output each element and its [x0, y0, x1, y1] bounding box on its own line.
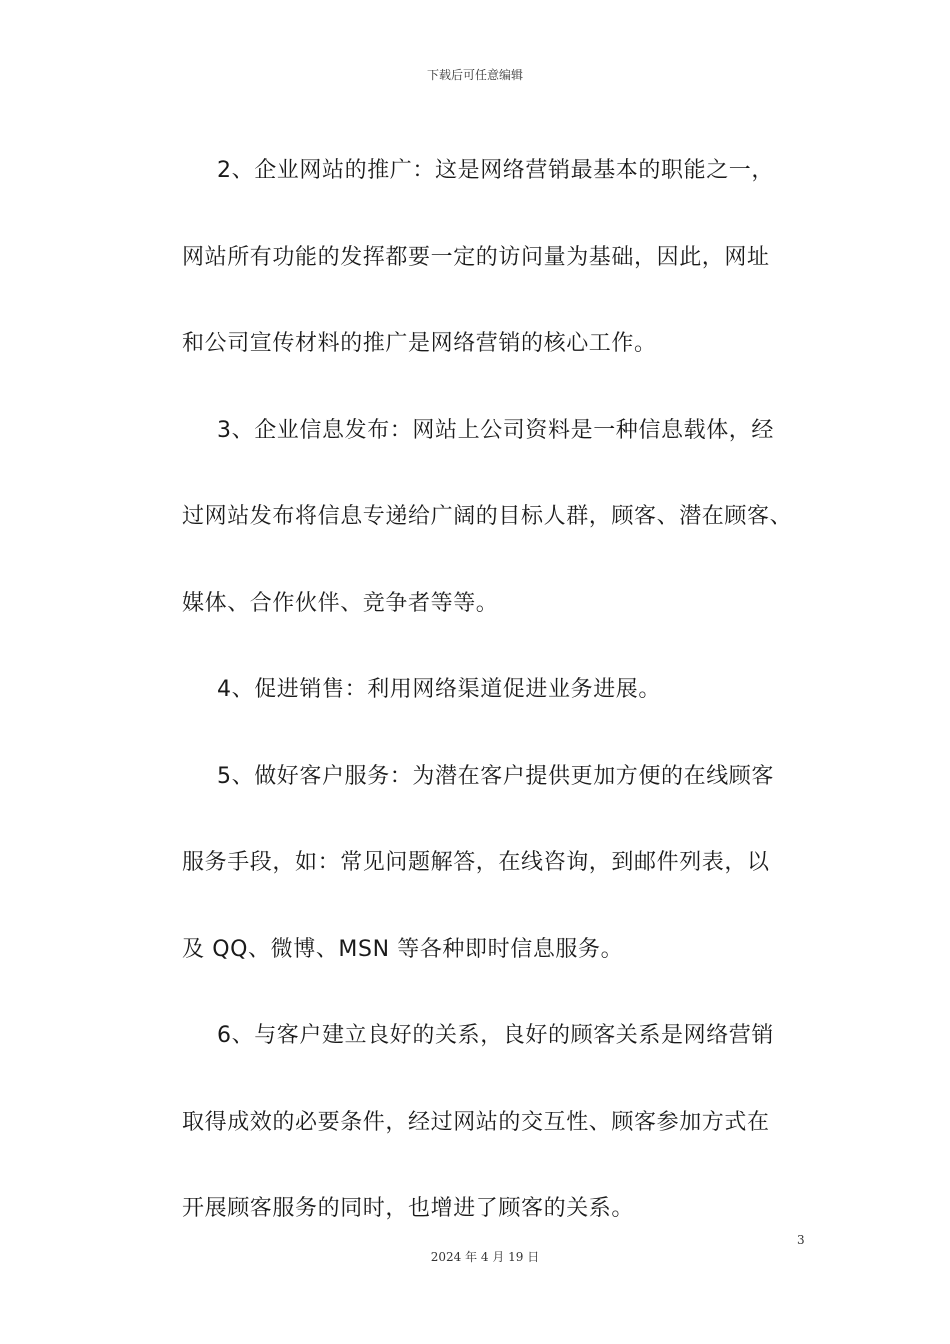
document-body: [182, 128, 802, 1253]
footer-date: 2024 年 4 月 19 日: [430, 1250, 540, 1264]
text-line: 3、企业信息发布：网站上公司资料是一种信息载体，经: [217, 417, 774, 443]
text-line: 服务手段，如：常见问题解答，在线咨询，到邮件列表，以: [182, 850, 770, 875]
text-line: 开展顾客服务的同时，也增进了顾客的关系。: [182, 1196, 635, 1221]
text-line: 4、促进销售：利用网络渠道促进业务进展。: [217, 677, 661, 702]
text-line: 及 QQ、微博、MSN 等各种即时信息服务。: [182, 936, 624, 962]
text-line: 5、做好客户服务：为潜在客户提供更加方便的在线顾客: [217, 763, 774, 789]
page-number: 3: [797, 1233, 805, 1247]
text-line: 2、企业网站的推广：这是网络营销最基本的职能之一，: [217, 158, 774, 183]
paragraph-customer-relations: [182, 993, 802, 1253]
header-note: 下载后可任意编辑: [426, 68, 523, 82]
text-line: 6、与客户建立良好的关系，良好的顾客关系是网络营销: [217, 1023, 774, 1048]
paragraph-customer-service: [182, 734, 802, 994]
text-line: 媒体、合作伙伴、竞争者等等。: [182, 590, 499, 616]
text-line: 取得成效的必要条件，经过网站的交互性、顾客参加方式在: [182, 1109, 770, 1135]
paragraph-website-promotion: [182, 128, 802, 388]
paragraph-info-publishing: [182, 388, 802, 648]
text-line: 过网站发布将信息专递给广阔的目标人群，顾客、潜在顾客、: [182, 504, 793, 529]
paragraph-sales-promotion: [182, 647, 802, 734]
text-line: 和公司宣传材料的推广是网络营销的核心工作。: [182, 331, 657, 356]
text-line: 网站所有功能的发挥都要一定的访问量为基础，因此，网址: [182, 244, 770, 270]
